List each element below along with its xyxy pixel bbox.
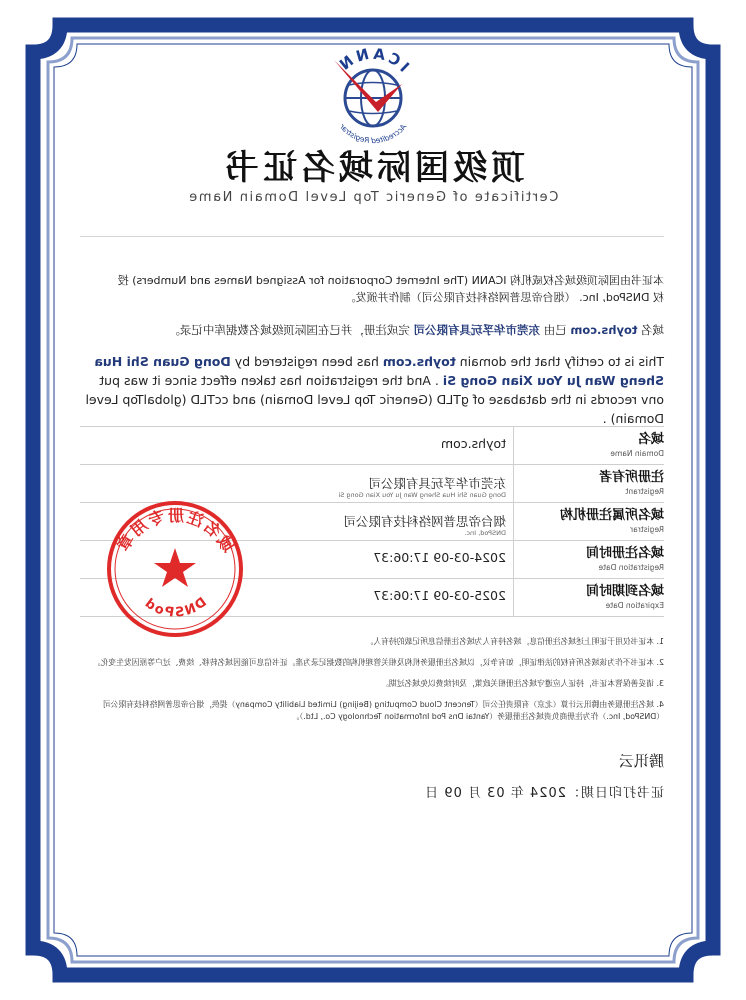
registration-date-value: 2024-03-09 17:06:37 [373, 550, 506, 565]
table-row-domain [80, 426, 664, 464]
certify-cn-suffix: 完成注册，并已在国际顶级域名数据库中记录。 [168, 323, 410, 337]
certificate-title-cn: 顶级国际域名证书 [221, 148, 525, 188]
label-en: Registrant [625, 487, 664, 496]
issuer-name: 腾讯云 [618, 752, 664, 770]
certify-en-domain: toyhs.com [382, 354, 456, 369]
star-icon [154, 548, 196, 587]
certificate-title-en: Certificate of Generic Top Level Domain Name [187, 190, 559, 205]
label-cn: 域名注册时间 [585, 546, 664, 561]
intro-line-1: 本证书由国际顶级域名权威机构 ICANN (The Internet Corporation for Assigned Names and Numbers) 授 [117, 274, 664, 287]
certify-en-paragraph [78, 352, 664, 428]
note-item: 2. 本证书不作为该域名所有权的法律证明，如有争议，以域名注册服务机构及相关管理机构的数据记录为准。证书信息可能因域名转移、续费、过户等原因发生变化。 [92, 658, 664, 667]
label-cn: 域名 [637, 432, 664, 447]
seal-bottom-text: DNSPod [140, 594, 210, 621]
label-en: Registration Date [598, 563, 664, 572]
svg-text:DNSPod [140, 595, 209, 621]
certify-en-part1: This is to certify that the domain [459, 354, 664, 369]
label-en: Domain Name [610, 449, 664, 458]
label-en: Registrar [630, 525, 664, 534]
seal-ring-text: 域名注册专用章 [112, 506, 238, 557]
logo-text-top: ICANN [333, 44, 413, 76]
note-item: 3. 请妥善保管本证书，持证人应遵守域名注册相关政策，及时续费以免域名过期。 [381, 679, 664, 688]
logo-text-bottom: Accredited Registrar [337, 122, 409, 146]
certify-en-part3: . And the registration has taken effect since it was put onv records in the database of gTLD (Generic Top Level Domain) and ccTLD (globalTop Level Domain) . [85, 373, 664, 426]
label-cn: 注册所有者 [598, 470, 664, 485]
certify-en-part2: has been registered by [234, 354, 379, 369]
registrar-value: 烟台帝思普网络科技有限公司 [343, 514, 506, 529]
label-en: Expiration Date [605, 601, 664, 610]
certify-cn-prefix: 域名 [641, 323, 664, 337]
title-divider [80, 236, 664, 237]
label-cn: 域名到期时间 [585, 584, 664, 599]
registrant-sub: Dong Guan Shi Hua Sheng Wan Ju You Xian Gong Si [338, 491, 506, 499]
certify-en-owner: Dong Guan Shi Hua Sheng Wan Ju You Xian Gong Si [94, 354, 664, 388]
registrar-sub: DNSPod, Inc. [464, 529, 506, 537]
intro-line-2: 权 DNSPod, Inc. （烟台帝思普网络科技有限公司）制作并颁发。 [344, 291, 664, 304]
label-cn: 域名所属注册机构 [559, 508, 664, 523]
registrar-seal [102, 496, 248, 642]
registrant-value: 东莞市华孚玩具有限公司 [368, 476, 506, 491]
issue-date: 证书打印日期：2024 年 03 月 09 日 [424, 786, 664, 801]
notes-section [78, 636, 664, 732]
certify-cn-mid: 已由 [543, 323, 567, 337]
intro-paragraph [78, 272, 664, 306]
note-item: 4. 域名注册服务由腾讯云计算（北京）有限责任公司（Tencent Cloud Computing (Beijing) Limited Liability Company）提供，烟台帝思普网络科技有限公司（DNSPod, Inc.）作为注册商负责域名注册服务（Yantai Dns Pod Information Technology Co., Ltd.）。 [102, 700, 664, 721]
certify-cn-owner: 东莞市华孚玩具有限公司 [413, 323, 541, 337]
note-item: 1. 本证书仅用于证明上述域名注册信息，域名持有人为域名注册信息所记载的持有人。 [365, 637, 664, 646]
certify-cn-domain: toyhs.com [570, 323, 638, 337]
certify-cn-paragraph [78, 322, 664, 339]
domain-value: toyhs.com [440, 436, 506, 451]
expiration-date-value: 2025-03-09 17:06:37 [373, 588, 506, 603]
icann-logo [320, 40, 426, 150]
